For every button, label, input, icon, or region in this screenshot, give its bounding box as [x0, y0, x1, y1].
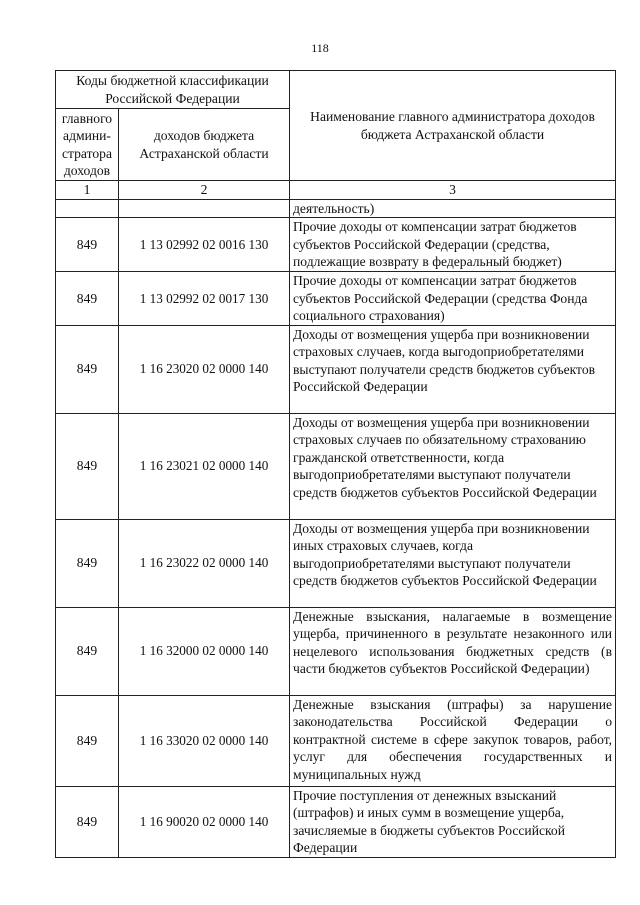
budget-code-cell: 1 16 90020 02 0000 140	[119, 786, 290, 857]
budget-code-cell: 1 13 02992 02 0017 130	[119, 272, 290, 326]
admin-code-cell: 849	[56, 413, 119, 519]
budget-code-cell: 1 16 32000 02 0000 140	[119, 607, 290, 695]
table-row	[56, 519, 616, 607]
income-name-cell: Прочие доходы от компенсации затрат бюджетов субъектов Российской Федерации (средства Фонда социального страхования)	[290, 272, 616, 326]
admin-code-cell: 849	[56, 786, 119, 857]
budget-code-cell: 1 16 33020 02 0000 140	[119, 695, 290, 786]
column-number-row	[56, 181, 616, 200]
column-number-3: 3	[290, 181, 616, 200]
budget-code-cell: 1 16 23021 02 0000 140	[119, 413, 290, 519]
table-row	[56, 272, 616, 326]
budget-code-cell: 1 16 23022 02 0000 140	[119, 519, 290, 607]
admin-code-cell: 849	[56, 607, 119, 695]
continuation-row	[56, 199, 616, 218]
admin-code-cell: 849	[56, 519, 119, 607]
table-row	[56, 786, 616, 857]
income-name-cell: Доходы от возмещения ущерба при возникновении страховых случаев, когда выгодоприобретателями выступают получатели средств бюджетов субъектов Российской Федерации	[290, 325, 616, 413]
table-row	[56, 218, 616, 272]
continuation-admin-cell	[56, 199, 119, 218]
income-name-cell: Доходы от возмещения ущерба при возникновении иных страховых случаев, когда выгодоприобретателями выступают получатели средств бюджетов субъектов Российской Федерации	[290, 519, 616, 607]
admin-code-cell: 849	[56, 325, 119, 413]
column-number-2: 2	[119, 181, 290, 200]
table-row	[56, 695, 616, 786]
header-name-column: Наименование главного администратора доходов бюджета Астраханской области	[290, 71, 616, 181]
income-name-cell: Доходы от возмещения ущерба при возникновении страховых случаев по обязательному страхованию гражданской ответственности, когда выгодоприобретателями выступают получатели средств бюджетов субъектов Российской Федерации	[290, 413, 616, 519]
header-group-row	[56, 71, 616, 109]
income-name-cell: Денежные взыскания (штрафы) за нарушение законодательства Российской Федерации о контрактной системе в сфере закупок товаров, работ, услуг для обеспечения государственных и муниципальных нужд	[290, 695, 616, 786]
continuation-code-cell	[119, 199, 290, 218]
continuation-name-cell: деятельность)	[290, 199, 616, 218]
table-row	[56, 413, 616, 519]
budget-code-cell: 1 13 02992 02 0016 130	[119, 218, 290, 272]
budget-code-cell: 1 16 23020 02 0000 140	[119, 325, 290, 413]
admin-code-cell: 849	[56, 695, 119, 786]
admin-code-cell: 849	[56, 272, 119, 326]
table-row	[56, 607, 616, 695]
table-row	[56, 325, 616, 413]
income-name-cell: Прочие доходы от компенсации затрат бюджетов субъектов Российской Федерации (средства, подлежащие возврату в федеральный бюджет)	[290, 218, 616, 272]
column-number-1: 1	[56, 181, 119, 200]
budget-classification-table	[55, 70, 616, 858]
page-number: 118	[311, 41, 329, 55]
header-admin-column: главного админи-стратора доходов	[56, 109, 119, 181]
header-codes-group: Коды бюджетной классификации Российской Федерации	[56, 71, 290, 109]
header-income-column: доходов бюджета Астраханской области	[119, 109, 290, 181]
income-name-cell: Денежные взыскания, налагаемые в возмещение ущерба, причиненного в результате незаконного или нецелевого использования бюджетных средств (в части бюджетов субъектов Российской Федерации)	[290, 607, 616, 695]
income-name-cell: Прочие поступления от денежных взысканий (штрафов) и иных сумм в возмещение ущерба, зачисляемые в бюджеты субъектов Российской Федерации	[290, 786, 616, 857]
admin-code-cell: 849	[56, 218, 119, 272]
